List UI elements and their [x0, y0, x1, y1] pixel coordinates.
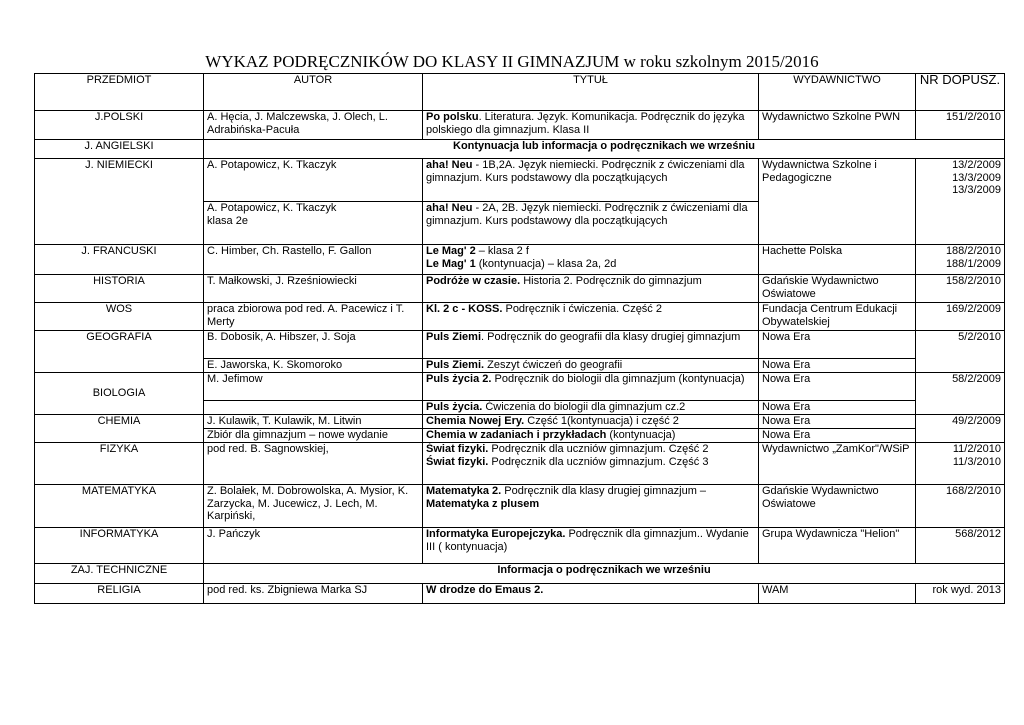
publisher-cell: Nowa Era — [759, 373, 916, 401]
title-cell — [423, 415, 759, 429]
table-row — [35, 275, 1005, 303]
title-cell — [423, 485, 759, 528]
nr-cell: 158/2/2010 — [916, 275, 1005, 303]
table-row — [35, 373, 1005, 401]
title-bold: Puls życia. — [426, 401, 483, 413]
title-bold: Świat fizyki. — [426, 443, 489, 455]
subject-cell: BIOLOGIA — [35, 373, 204, 415]
author-cell: J. Pańczyk — [204, 528, 423, 564]
publisher-cell: Wydawnictwa Szkolne i Pedagogiczne — [759, 159, 916, 245]
title-text: Część 1(kontynuacja) i część 2 — [524, 415, 679, 427]
subject-cell: J. FRANCUSKI — [35, 245, 204, 275]
subject-cell: FIZYKA — [35, 443, 204, 485]
nr-cell: rok wyd. 2013 — [916, 584, 1005, 604]
nr-cell — [916, 159, 1005, 245]
author-cell: B. Dobosik, A. Hibszer, J. Soja — [204, 331, 423, 359]
title-text: – klasa 2 f — [475, 245, 529, 257]
subject-cell: RELIGIA — [35, 584, 204, 604]
title-bold: W drodze do Emaus 2. — [426, 584, 544, 596]
publisher-cell: Wydawnictwo „ZamKor"/WSiP — [759, 443, 916, 485]
nr-cell: 568/2012 — [916, 528, 1005, 564]
nr-value: 188/1/2009 — [945, 257, 1001, 270]
author-cell: C. Himber, Ch. Rastello, F. Gallon — [204, 245, 423, 275]
textbook-table — [34, 73, 1005, 604]
title-cell — [423, 401, 759, 415]
publisher-cell: Wydawnictwo Szkolne PWN — [759, 111, 916, 140]
table-row — [35, 159, 1005, 202]
title-cell — [423, 443, 759, 485]
header-author: AUTOR — [204, 74, 423, 111]
publisher-cell: Nowa Era — [759, 415, 916, 429]
title-cell — [423, 584, 759, 604]
nr-value: 11/2/2010 — [952, 443, 1001, 455]
title-text: Historia 2. Podręcznik do gimnazjum — [520, 275, 702, 287]
title-text: - 1B,2A. Język niemiecki. Podręcznik z ćwiczeniami dla gimnazjum. Kurs podstawowy dla początkujących — [426, 159, 745, 184]
title-text: Podręcznik do biologii dla gimnazjum (kontynuacja) — [491, 373, 745, 385]
title-bold: Le Mag' 1 — [426, 257, 476, 270]
author-cell: pod red. ks. Zbigniewa Marka SJ — [204, 584, 423, 604]
publisher-cell: Hachette Polska — [759, 245, 916, 275]
title-bold: Po polsku — [426, 111, 479, 123]
subject-cell: INFORMATYKA — [35, 528, 204, 564]
subject-cell: J.POLSKI — [35, 111, 204, 140]
author-cell: T. Małkowski, J. Rześniowiecki — [204, 275, 423, 303]
subject-cell: J. NIEMIECKI — [35, 159, 204, 245]
nr-cell: 168/2/2010 — [916, 485, 1005, 528]
table-row — [35, 443, 1005, 485]
title-text: (kontynuacja) — [606, 429, 676, 441]
table-row — [35, 528, 1005, 564]
author-cell: M. Jefimow — [204, 373, 423, 401]
table-row — [35, 584, 1005, 604]
publisher-cell: Grupa Wydawnicza "Helion" — [759, 528, 916, 564]
title-bold: Informatyka Europejczyka. — [426, 528, 566, 540]
title-bold: Le Mag' 2 — [426, 245, 476, 257]
author-cell — [204, 202, 423, 245]
title-bold: Puls życia 2. — [426, 373, 492, 385]
title-bold: Puls Ziemi — [426, 331, 482, 343]
page-title: WYKAZ PODRĘCZNIKÓW DO KLASY II GIMNAZJUM w roku szkolnym 2015/2016 — [205, 52, 819, 71]
title-bold: Podróże w czasie. — [426, 275, 521, 287]
publisher-cell: Nowa Era — [759, 331, 916, 359]
header-publisher: WYDAWNICTWO — [759, 74, 916, 111]
title-bold: Świat fizyki. — [426, 455, 489, 468]
title-cell — [423, 528, 759, 564]
header-nr: NR DOPUSZ. — [916, 74, 1005, 111]
title-text: Zeszyt ćwiczeń do geografii — [484, 359, 623, 371]
title-bold: aha! Neu — [426, 159, 473, 171]
title-cell — [423, 359, 759, 373]
title-cell — [423, 429, 759, 443]
nr-cell: 151/2/2010 — [916, 111, 1005, 140]
publisher-cell: Gdańskie Wydawnictwo Oświatowe — [759, 485, 916, 528]
title-cell — [423, 245, 759, 275]
title-bold: Chemia w zadaniach i przykładach — [426, 429, 607, 441]
header-subject: PRZEDMIOT — [35, 74, 204, 111]
nr-value: 13/3/2009 — [952, 184, 1001, 196]
title-text: Podręcznik dla klasy drugiej gimnazjum – — [501, 485, 707, 497]
title-cell — [423, 373, 759, 401]
publisher-cell: WAM — [759, 584, 916, 604]
table-header-row — [35, 74, 1005, 111]
table-row — [35, 564, 1005, 584]
title-text: (kontynuacja) – klasa 2a, 2d — [475, 257, 617, 270]
publisher-cell: Fundacja Centrum Edukacji Obywatelskiej — [759, 303, 916, 331]
title-cell — [423, 111, 759, 140]
publisher-cell: Nowa Era — [759, 359, 916, 373]
author-cell: A. Potapowicz, K. Tkaczyk — [204, 159, 423, 202]
title-text: . Podręcznik do geografii dla klasy drugiej gimnazjum — [481, 331, 741, 343]
table-row — [35, 111, 1005, 140]
title-bold: Puls Ziemi. — [426, 359, 485, 371]
nr-cell: 58/2/2009 — [916, 373, 1005, 415]
author-cell: Zbiór dla gimnazjum – nowe wydanie — [204, 429, 423, 443]
table-row — [35, 140, 1005, 159]
author-cell: J. Kulawik, T. Kulawik, M. Litwin — [204, 415, 423, 429]
nr-value: 188/2/2010 — [945, 245, 1001, 257]
publisher-cell: Nowa Era — [759, 401, 916, 415]
table-row — [35, 245, 1005, 275]
nr-value: 13/2/2009 — [952, 159, 1001, 171]
author-cell: E. Jaworska, K. Skomoroko — [204, 359, 423, 373]
table-row — [35, 415, 1005, 429]
title-bold: Chemia Nowej Ery. — [426, 415, 525, 427]
class-text: klasa 2e — [207, 214, 248, 227]
title-text: - 2A, 2B. Język niemiecki. Podręcznik z ćwiczeniami dla gimnazjum. Kurs podstawowy dla początkujących — [426, 202, 748, 227]
title-cell — [423, 275, 759, 303]
note-cell: Informacja o podręcznikach we wrześniu — [204, 564, 1005, 584]
title-cell — [423, 159, 759, 202]
title-text: . Literatura. Język. Komunikacja. Podręcznik do języka polskiego dla gimnazjum. Klasa II — [426, 111, 745, 136]
title-cell — [423, 331, 759, 359]
note-cell: Kontynuacja lub informacja o podręcznikach we wrześniu — [204, 140, 1005, 159]
nr-cell — [916, 443, 1005, 485]
author-cell: Z. Bolałek, M. Dobrowolska, A. Mysior, K. Zarzycka, M. Jucewicz, J. Lech, M. Karpiński, — [204, 485, 423, 528]
subject-cell: ZAJ. TECHNICZNE — [35, 564, 204, 584]
nr-value: 13/3/2009 — [952, 171, 1001, 184]
nr-value: 11/3/2010 — [952, 455, 1001, 468]
subject-cell: MATEMATYKA — [35, 485, 204, 528]
author-cell: pod red. B. Sagnowskiej, — [204, 443, 423, 485]
publisher-cell: Nowa Era — [759, 429, 916, 443]
nr-cell: 5/2/2010 — [916, 331, 1005, 373]
title-cell — [423, 303, 759, 331]
subject-cell: WOS — [35, 303, 204, 331]
title-bold: aha! Neu — [426, 202, 473, 214]
title-bold: Kl. 2 c - KOSS. — [426, 303, 503, 315]
title-text: Podręcznik dla gimnazjum.. Wydanie III ( kontynuacja) — [426, 528, 749, 553]
title-cell — [423, 202, 759, 245]
title-bold: Matematyka z plusem — [426, 497, 540, 510]
table-row — [35, 485, 1005, 528]
nr-cell: 49/2/2009 — [916, 415, 1005, 443]
author-cell: praca zbiorowa pod red. A. Pacewicz i T. Merty — [204, 303, 423, 331]
subject-cell: J. ANGIELSKI — [35, 140, 204, 159]
title-text: Podręcznik dla uczniów gimnazjum. Część 2 — [488, 443, 709, 455]
table-row — [35, 303, 1005, 331]
title-text: Ćwiczenia do biologii dla gimnazjum cz.2 — [482, 401, 686, 413]
author-cell — [204, 401, 423, 415]
table-row — [35, 331, 1005, 359]
subject-cell: HISTORIA — [35, 275, 204, 303]
title-text: Podręcznik i ćwiczenia. Część 2 — [502, 303, 662, 315]
title-bold: Matematyka 2. — [426, 485, 502, 497]
title-text: Podręcznik dla uczniów gimnazjum. Część 3 — [488, 455, 709, 468]
nr-cell: 169/2/2009 — [916, 303, 1005, 331]
subject-cell: GEOGRAFIA — [35, 331, 204, 373]
author-text: A. Potapowicz, K. Tkaczyk — [207, 202, 337, 214]
author-cell: A. Hęcia, J. Malczewska, J. Olech, L. Adrabińska-Pacuła — [204, 111, 423, 140]
header-title: TYTUŁ — [423, 74, 759, 111]
nr-cell — [916, 245, 1005, 275]
publisher-cell: Gdańskie Wydawnictwo Oświatowe — [759, 275, 916, 303]
subject-cell: CHEMIA — [35, 415, 204, 443]
